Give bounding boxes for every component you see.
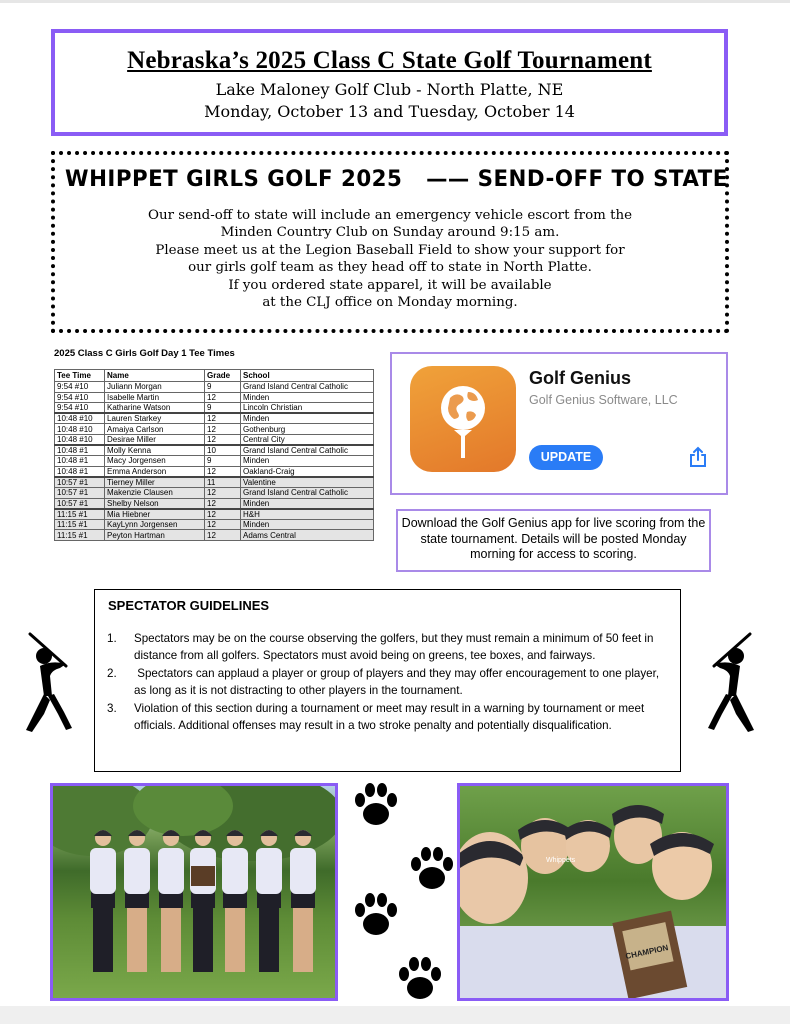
table-cell: Oakland-Craig (241, 466, 374, 477)
bottom-edge (0, 1006, 790, 1024)
table-cell: Valentine (241, 477, 374, 488)
table-row (55, 445, 374, 456)
team-member-figure (124, 830, 150, 972)
column-header: Name (105, 370, 205, 382)
table-cell: 10:48 #10 (55, 413, 105, 424)
table-row (55, 477, 374, 488)
table-cell: Emma Anderson (105, 466, 205, 477)
team-member-figure (222, 830, 248, 972)
table-cell: 12 (205, 509, 241, 520)
table-cell: 11 (205, 477, 241, 488)
table-cell: 12 (205, 466, 241, 477)
table-cell: 12 (205, 530, 241, 541)
item-number: 2. (107, 667, 117, 681)
sendoff-box (51, 151, 729, 333)
table-cell: Central City (241, 434, 374, 445)
sendoff-line: Our send-off to state will include an emergency vehicle escort from the (147, 208, 633, 223)
paw-print-icon (352, 892, 400, 938)
team-member-figure (190, 830, 216, 972)
table-row (55, 498, 374, 509)
app-name: Golf Genius (529, 368, 632, 388)
list-item (107, 631, 667, 664)
table-cell: 10:48 #1 (55, 456, 105, 467)
table-row (55, 519, 374, 530)
golfer-silhouette-icon (22, 630, 84, 734)
item-text: Spectators may be on the course observing the golfers, but they must remain a minimum of 50 feet in distance from all golfers. Spectators must avoid being on greens, tee boxes, and fairways. (134, 632, 654, 662)
plaque (191, 866, 215, 886)
table-cell: Gothenburg (241, 424, 374, 435)
table-cell: Adams Central (241, 530, 374, 541)
table-cell: Juliann Morgan (105, 382, 205, 393)
table-row (55, 424, 374, 435)
sendoff-line: If you ordered state apparel, it will be available (228, 277, 552, 293)
table-cell: 10:57 #1 (55, 477, 105, 488)
sendoff-line: Minden Country Club on Sunday around 9:15 am. (220, 225, 560, 241)
table-cell: 12 (205, 434, 241, 445)
sendoff-line: at the CLJ office on Monday morning. (262, 295, 518, 311)
paw-print-icon (396, 956, 444, 1002)
table-cell: Tierney Miller (105, 477, 205, 488)
team-member-figure (158, 830, 184, 972)
table-cell: 9:54 #10 (55, 382, 105, 393)
table-cell: 9 (205, 456, 241, 467)
team-photo (50, 783, 338, 1001)
table-cell: H&H (241, 509, 374, 520)
team-member-figure (256, 830, 282, 972)
sendoff-line: Please meet us at the Legion Baseball Field to show your support for (155, 242, 625, 258)
table-row (55, 466, 374, 477)
table-cell: Grand Island Central Catholic (241, 382, 374, 393)
table-cell: 11:15 #1 (55, 530, 105, 541)
table-cell: 12 (205, 392, 241, 403)
app-developer[interactable]: Golf Genius Software, LLC (529, 393, 678, 407)
table-cell: 10:48 #1 (55, 445, 105, 456)
table-cell: 9:54 #10 (55, 392, 105, 403)
table-cell: Mia Hiebner (105, 509, 205, 520)
paw-print-icon (408, 846, 456, 892)
table-cell: 10:48 #1 (55, 466, 105, 477)
table-cell: Grand Island Central Catholic (241, 487, 374, 498)
table-cell: Macy Jorgensen (105, 456, 205, 467)
title-box (51, 29, 728, 136)
selfie-photo (457, 783, 729, 1001)
column-header: Tee Time (55, 370, 105, 382)
dates: Monday, October 13 and Tuesday, October 14 (204, 102, 575, 121)
share-icon[interactable] (688, 446, 708, 468)
table-cell: Minden (241, 519, 374, 530)
table-row (55, 434, 374, 445)
cap-text: Whippets (546, 857, 576, 864)
venue: Lake Maloney Golf Club - North Platte, NE (215, 80, 564, 99)
sendoff-text (55, 207, 725, 311)
team-member-figure (90, 830, 116, 972)
table-cell: Shelby Nelson (105, 498, 205, 509)
tee-times-title: 2025 Class C Girls Golf Day 1 Tee Times (54, 348, 235, 359)
table-cell: 10:48 #10 (55, 434, 105, 445)
table-cell: 12 (205, 424, 241, 435)
table-cell: 12 (205, 413, 241, 424)
table-cell: 9:54 #10 (55, 403, 105, 414)
table-cell: Minden (241, 456, 374, 467)
table-cell: 10:48 #10 (55, 424, 105, 435)
table-cell: Lincoln Christian (241, 403, 374, 414)
tee-times-table (54, 369, 374, 541)
table-cell: Makenzie Clausen (105, 487, 205, 498)
table-cell: Minden (241, 413, 374, 424)
column-header: School (241, 370, 374, 382)
app-store-card (390, 352, 728, 495)
page-title: Nebraska’s 2025 Class C State Golf Tournament (127, 47, 652, 74)
item-number: 1. (107, 632, 117, 645)
golfer-silhouette-icon (696, 630, 758, 734)
table-cell: Desirae Miller (105, 434, 205, 445)
guidelines-title: SPECTATOR GUIDELINES (108, 598, 270, 613)
spectator-guidelines (94, 589, 681, 772)
table-cell: 12 (205, 487, 241, 498)
table-cell: 10:57 #1 (55, 487, 105, 498)
table-cell: Minden (241, 498, 374, 509)
table-cell: Lauren Starkey (105, 413, 205, 424)
table-row (55, 530, 374, 541)
table-cell: Grand Island Central Catholic (241, 445, 374, 456)
table-cell: 9 (205, 382, 241, 393)
table-cell: 11:15 #1 (55, 519, 105, 530)
table-row (55, 403, 374, 414)
table-row (55, 509, 374, 520)
download-note: Download the Golf Genius app for live scoring from the state tournament. Details will be posted Monday morning for access to scoring. (396, 509, 711, 572)
table-cell: Molly Kenna (105, 445, 205, 456)
list-item (107, 701, 667, 734)
table-cell: 10 (205, 445, 241, 456)
table-cell: Katharine Watson (105, 403, 205, 414)
sendoff-heading: WHIPPET GIRLS GOLF 2025 —— SEND-OFF TO STATE (65, 167, 728, 192)
item-number: 3. (107, 702, 117, 716)
table-cell: Isabelle Martin (105, 392, 205, 403)
top-edge (0, 0, 790, 3)
paw-print-icon (352, 782, 400, 828)
table-cell: Minden (241, 392, 374, 403)
table-row (55, 382, 374, 393)
column-header: Grade (205, 370, 241, 382)
table-row (55, 392, 374, 403)
table-cell: 9 (205, 403, 241, 414)
item-text: Spectators can applaud a player or group of players and they may offer encouragement to one player, as long as it is not distracting to other players in the tournament. (134, 667, 663, 697)
item-text: Violation of this section during a tournament or meet may result in a warning by tournament or meet officials. Additional offenses may result in a two stroke penalty and potentially disqualification. (134, 702, 645, 732)
table-cell: 12 (205, 519, 241, 530)
table-header-row (55, 370, 374, 382)
table-cell: KayLynn Jorgensen (105, 519, 205, 530)
update-button[interactable]: UPDATE (529, 445, 603, 470)
list-item (107, 666, 667, 699)
table-cell: 10:57 #1 (55, 498, 105, 509)
table-cell: 12 (205, 498, 241, 509)
table-cell: Amaiya Carlson (105, 424, 205, 435)
sendoff-line: our girls golf team as they head off to state in North Platte. (188, 260, 592, 276)
table-row (55, 487, 374, 498)
plaque-text: CHAMPION (624, 943, 670, 961)
table-row (55, 456, 374, 467)
guidelines-list (107, 631, 667, 737)
table-cell: 11:15 #1 (55, 509, 105, 520)
table-cell: Peyton Hartman (105, 530, 205, 541)
golf-ball-globe-icon[interactable] (410, 366, 516, 472)
table-row (55, 413, 374, 424)
team-member-figure (290, 830, 316, 972)
